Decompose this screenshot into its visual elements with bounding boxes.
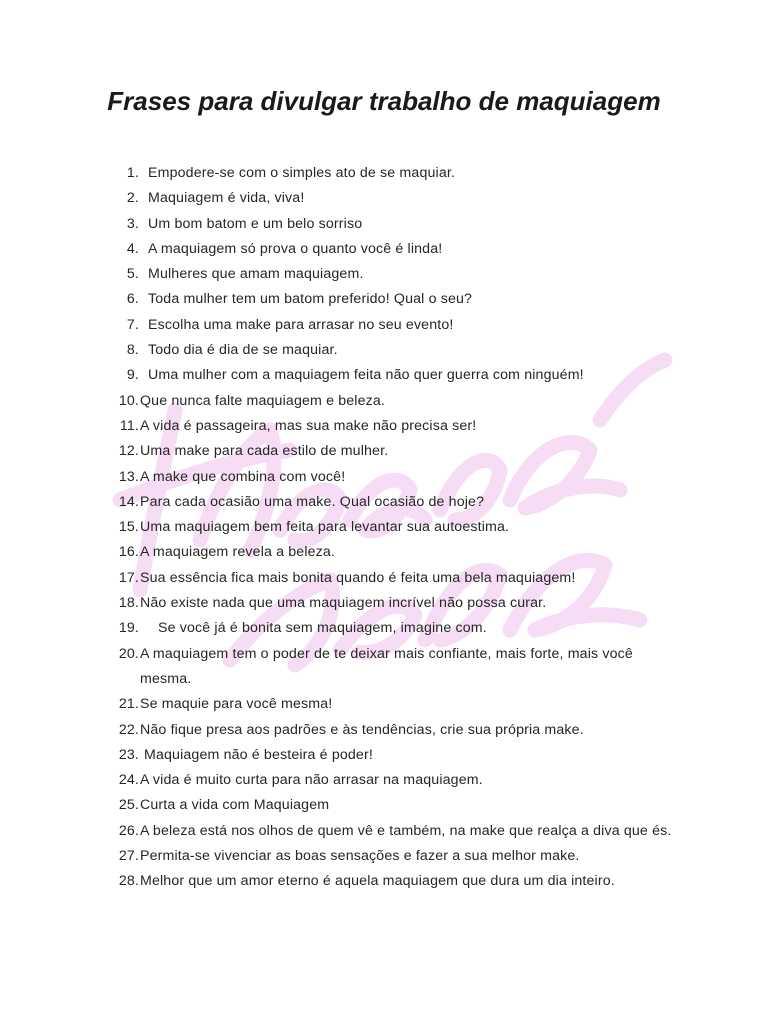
list-item xyxy=(108,414,678,439)
list-item xyxy=(108,768,678,793)
list-item xyxy=(108,212,678,237)
list-item xyxy=(108,540,678,565)
list-item xyxy=(108,490,678,515)
list-number: 6. xyxy=(126,291,139,308)
list-item xyxy=(108,465,678,490)
list-text: A vida é passageira, mas sua make não precisa ser! xyxy=(140,417,477,434)
list-text: A vida é muito curta para não arrasar na maquiagem. xyxy=(140,772,483,789)
list-item xyxy=(108,186,678,211)
list-text: A maquiagem tem o poder de te deixar mais confiante, mais forte, mais você mesma. xyxy=(140,645,633,687)
list-number: 10. xyxy=(118,392,139,409)
list-item xyxy=(108,616,678,641)
list-number: 20. xyxy=(118,645,139,662)
list-text: Permita-se vivenciar as boas sensações e fazer a sua melhor make. xyxy=(140,848,580,865)
list-item xyxy=(108,819,678,844)
list-number: 3. xyxy=(126,215,139,232)
list-number: 14. xyxy=(118,493,139,510)
list-text: Uma maquiagem bem feita para levantar sua autoestima. xyxy=(140,519,510,536)
list-item xyxy=(108,389,678,414)
list-text: A maquiagem revela a beleza. xyxy=(140,544,336,561)
list-number: 4. xyxy=(126,240,139,257)
list-text: Curta a vida com Maquiagem xyxy=(140,797,330,814)
list-text: Sua essência fica mais bonita quando é feita uma bela maquiagem! xyxy=(140,569,576,586)
list-number: 28. xyxy=(118,873,139,890)
page-title: Frases para divulgar trabalho de maquiagem xyxy=(107,86,661,116)
list-number: 18. xyxy=(118,595,139,612)
list-text: A make que combina com você! xyxy=(140,468,346,485)
list-number: 21. xyxy=(118,696,139,713)
list-text: Para cada ocasião uma make. Qual ocasião de hoje? xyxy=(140,493,485,510)
list-text: Todo dia é dia de se maquiar. xyxy=(148,342,338,359)
list-text: Maquiagem não é besteira é poder! xyxy=(144,746,373,763)
list-item xyxy=(108,566,678,591)
list-number: 27. xyxy=(118,848,139,865)
list-item xyxy=(108,439,678,464)
list-text: Não fique presa aos padrões e às tendências, crie sua própria make. xyxy=(140,721,584,738)
list-item xyxy=(108,692,678,717)
list-text: Um bom batom e um belo sorriso xyxy=(148,215,363,232)
list-number: 17. xyxy=(118,569,139,586)
list-number: 23. xyxy=(118,746,139,763)
list-text: Empodere-se com o simples ato de se maquiar. xyxy=(148,165,456,181)
list-item xyxy=(108,591,678,616)
list-text: Se maquie para você mesma! xyxy=(140,696,333,713)
phrase-list xyxy=(108,161,678,895)
list-text: A beleza está nos olhos de quem vê e também, na make que realça a diva que és. xyxy=(140,822,672,839)
list-number: 8. xyxy=(126,342,139,359)
list-text: A maquiagem só prova o quanto você é linda! xyxy=(148,240,443,257)
list-text: Toda mulher tem um batom preferido! Qual o seu? xyxy=(148,291,473,308)
list-text: Que nunca falte maquiagem e beleza. xyxy=(140,392,386,409)
list-text: Melhor que um amor eterno é aquela maquiagem que dura um dia inteiro. xyxy=(140,873,615,890)
list-number: 9. xyxy=(126,367,139,384)
list-text: Maquiagem é vida, viva! xyxy=(148,190,305,207)
list-item xyxy=(108,844,678,869)
list-number: 1. xyxy=(126,165,139,181)
list-item xyxy=(108,161,678,186)
list-number: 2. xyxy=(126,190,139,207)
list-item xyxy=(108,642,678,693)
list-text: Se você já é bonita sem maquiagem, imagine com. xyxy=(158,620,487,637)
list-text: Mulheres que amam maquiagem. xyxy=(148,266,364,283)
list-item xyxy=(108,793,678,818)
list-item xyxy=(108,237,678,262)
list-number: 12. xyxy=(118,443,139,460)
list-text: Não existe nada que uma maquiagem incrível não possa curar. xyxy=(140,595,547,612)
list-item xyxy=(108,363,678,388)
list-item xyxy=(108,869,678,894)
list-item xyxy=(108,515,678,540)
list-number: 22. xyxy=(118,721,139,738)
list-item xyxy=(108,338,678,363)
list-item xyxy=(108,718,678,743)
list-number: 7. xyxy=(126,316,139,333)
list-item xyxy=(108,313,678,338)
list-number: 11. xyxy=(119,417,139,434)
list-number: 16. xyxy=(118,544,139,561)
list-text: Escolha uma make para arrasar no seu evento! xyxy=(148,316,454,333)
list-number: 15. xyxy=(118,519,139,536)
list-text: Uma make para cada estilo de mulher. xyxy=(140,443,389,460)
list-item xyxy=(108,743,678,768)
list-number: 26. xyxy=(118,822,139,839)
list-number: 19. xyxy=(118,620,139,637)
list-number: 24. xyxy=(118,772,139,789)
list-text: Uma mulher com a maquiagem feita não quer guerra com ninguém! xyxy=(148,367,584,384)
list-item xyxy=(108,262,678,287)
list-number: 5. xyxy=(126,266,139,283)
list-item xyxy=(108,287,678,312)
list-number: 25. xyxy=(118,797,139,814)
list-number: 13. xyxy=(118,468,139,485)
